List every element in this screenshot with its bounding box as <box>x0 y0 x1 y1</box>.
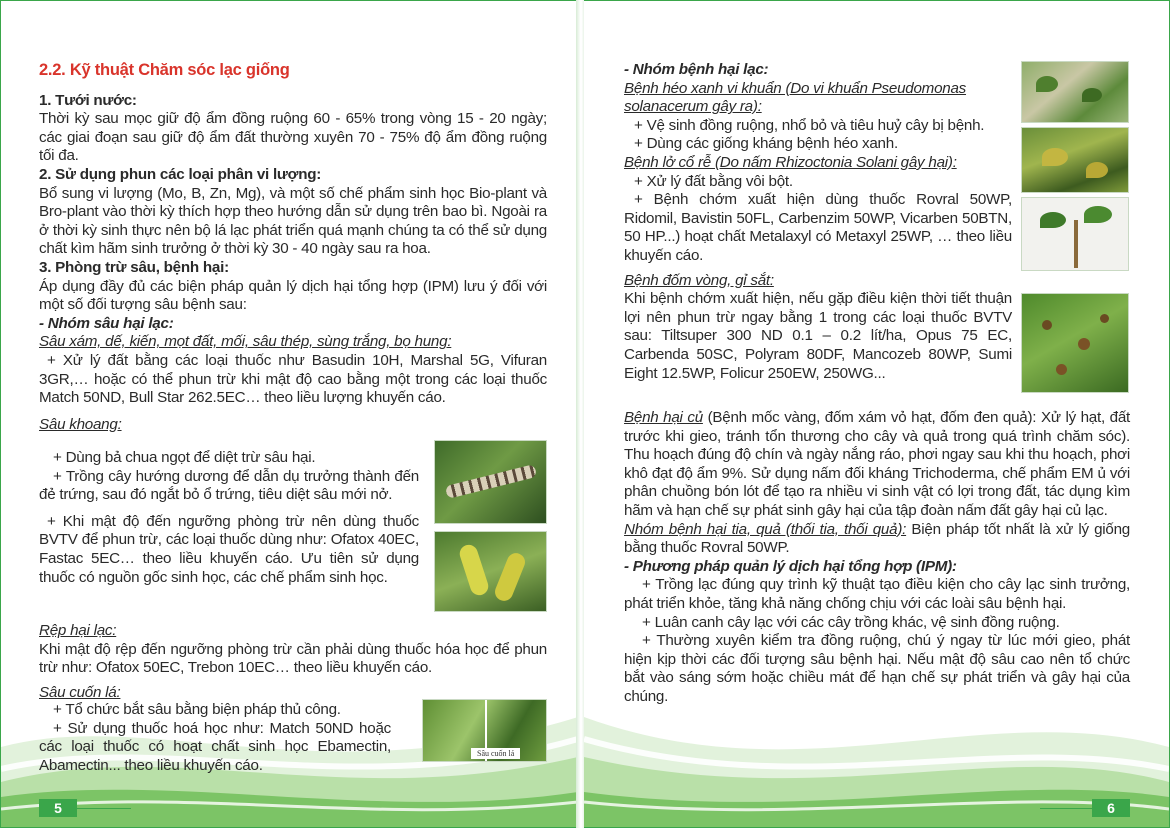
photo-root-rot <box>1021 197 1129 271</box>
pest2-title: Sâu khoang: <box>39 415 122 433</box>
disease2-bullet-1: + Xử lý đất bằng vôi bột. <box>634 172 793 190</box>
disease4-text: (Bệnh mốc vàng, đốm xám vỏ hạt, đốm đen quả): Xử lý hạt, đất trước khi gieo, tránh tổn thương cho cây và quả trong quá trình chăm sóc). Thu hoạch đúng độ chín và ngày nắng ráo, phơi ngay sau khi thu hoạch, phơi khô đạt độ ẩm 9%. Sử dụng nấm đối kháng Trichoderma, chế phẩm EM ủ với phân chuồng bón lót để tạo ra nhiều vi sinh vật có lợi trong đất, tác dụng kìm hãm và hạn chế sự phát sinh gây hại của tập đoàn nấm đất gây hại củ lạc. <box>624 409 1130 519</box>
pests1-text: + Xử lý đất bằng các loại thuốc như Basudin 10H, Marshal 5G, Vifuran 3GR,… hoặc có thể phun trừ khi mật độ cao bằng một trong các loại thuốc Match 50ND, Bull Star 262.5EC… theo liều lượng khuyến cáo. <box>39 351 547 407</box>
right-text-bottom <box>624 409 1130 707</box>
photo-armyworm-1 <box>434 440 547 524</box>
photo-armyworm-2 <box>434 531 547 612</box>
pest4-bullet-1: + Tổ chức bắt sâu bằng biện pháp thủ công. <box>53 701 341 718</box>
heading-ipm: - Phương pháp quản lý dịch hại tổng hợp (IPM): <box>624 557 957 575</box>
disease3-title: Bệnh đốm vòng, gỉ sắt: <box>624 271 774 289</box>
pest4-title: Sâu cuốn lá: <box>39 683 121 701</box>
pests1-title: Sâu xám, dế, kiến, mọt đất, mối, sâu thép, sùng trắng, bọ hung: <box>39 333 452 351</box>
ipm-bullet-3: + Thường xuyên kiểm tra đồng ruộng, chú ý ngay từ lúc mới gieo, phát hiện kịp thời các đối tượng sâu bệnh hại. Nếu mật độ sâu cao nên tổ chức bắt vào sáng sớm hoặc chiều mát để hạn chế sự phát triển và gây hại của chúng. <box>624 632 1130 705</box>
page-number-line <box>1040 808 1092 809</box>
left-text-leafroller <box>39 701 391 775</box>
page-right <box>584 0 1170 828</box>
text-micronutrients: Bổ sung vi lượng (Mo, B, Zn, Mg), và một số chế phẩm sinh học Bio-plant và Bro-plant vào thời kỳ thích hợp theo hướng dẫn sử dụng trên bao bì. Ngoài ra ở thời kỳ sinh thực nên bộ lá lạc phát triển quá mạnh chúng ta có thể sử dụng chất kìm hãm sinh trưởng ở thời kỳ 30 - 40 ngày sau ra hoa. <box>39 184 547 258</box>
heading-disease-group: - Nhóm bệnh hại lạc: <box>624 61 769 78</box>
photo-caption: Sâu cuốn lá <box>471 748 520 759</box>
disease5-text: Biện pháp tốt nhất là xử lý giống bằng thuốc Rovral 50WP. <box>624 520 1130 557</box>
heading-pest-control: 3. Phòng trừ sâu, bệnh hại: <box>39 258 229 276</box>
disease4-paragraph <box>624 409 1130 521</box>
disease1-bullet-2: + Dùng các giống kháng bệnh héo xanh. <box>634 135 898 153</box>
text-pest-control: Áp dụng đầy đủ các biện pháp quản lý dịch hại tổng hợp (IPM) lưu ý đối với một số đối tượng sâu bệnh sau: <box>39 277 547 314</box>
ipm-bullet-2: + Luân canh cây lạc với các cây trồng khác, vệ sinh đồng ruộng. <box>642 613 1060 631</box>
pest2-bullet-2: + Trồng cây hướng dương để dẫn dụ trưởng thành đến đẻ trứng, sau đó ngắt bỏ ổ trứng, tiêu diệt sâu mới nở. <box>39 467 419 504</box>
disease1-bullet-1: + Vệ sinh đồng ruộng, nhổ bỏ và tiêu huỷ cây bị bệnh. <box>634 116 985 134</box>
heading-micronutrients: 2. Sử dụng phun các loại phân vi lượng: <box>39 165 322 183</box>
text-watering: Thời kỳ sau mọc giữ độ ẩm đồng ruộng 60 - 65% trong vòng 15 - 20 ngày; các giai đoạn sau giữ độ ẩm đất thường xuyên 70 - 75% độ ẩm đồng ruộng tối đa. <box>39 110 547 165</box>
right-text-top <box>624 61 1012 383</box>
disease1-title: Bệnh héo xanh vi khuẩn (Do vi khuẩn Pseudomonas solanacerum gây ra): <box>624 79 967 116</box>
pest3-text: Khi mật độ rệp đến ngưỡng phòng trừ cần phải dùng thuốc hóa học để phun trừ như: Ofatox 50EC, Trebon 10EC… theo liều khuyến cáo. <box>39 640 547 677</box>
left-text-armyworm <box>39 449 419 587</box>
disease5-paragraph <box>624 521 1130 558</box>
page-number-right: 6 <box>1092 799 1130 817</box>
disease5-title: Nhóm bệnh hại tia, quả (thối tia, thối quả): <box>624 520 907 538</box>
heading-pest-group: - Nhóm sâu hại lạc: <box>39 314 174 332</box>
ipm-bullet-1: + Trồng lạc đúng quy trình kỹ thuật tạo điều kiện cho cây lạc sinh trưởng, phát triển khỏe, tăng khả năng chống chịu với các loài sâu bệnh hại. <box>624 576 1130 612</box>
disease2-bullet-2: + Bệnh chớm xuất hiện dùng thuốc Rovral 50WP, Ridomil, Bavistin 50FL, Carbenzim 50WP, Vicarben 50BTN, 50 HP...) hoạt chất Metalaxyl có Metaxyl 25WP, … theo liều khuyến cáo. <box>624 191 1012 264</box>
pest2-bullet-3: + Khi mật độ đến ngưỡng phòng trừ nên dùng thuốc BVTV để phun trừ, các loại thuốc dùng như: Ofatox 40EC, Fastac 5EC… theo liều khuyến cáo. Ưu tiên sử dụng thuốc có nguồn gốc sinh học, các chế phẩm sinh học. <box>39 512 419 586</box>
heading-watering: 1. Tưới nước: <box>39 91 137 109</box>
left-text-top <box>39 61 547 434</box>
left-text-aphid <box>39 622 547 702</box>
disease2-title: Bệnh lở cổ rễ (Do nấm Rhizoctonia Solani gây hại): <box>624 153 957 171</box>
section-title: 2.2. Kỹ thuật Chăm sóc lạc giống <box>39 61 290 79</box>
photo-wilt-plants <box>1021 61 1129 123</box>
photo-leaf-spot <box>1021 293 1129 393</box>
page-number-line <box>77 808 131 809</box>
photo-leafroller <box>422 699 547 762</box>
pest2-bullet-1: + Dùng bả chua ngọt để diệt trừ sâu hại. <box>53 449 316 466</box>
pest3-title: Rệp hại lạc: <box>39 622 117 639</box>
page-number-left: 5 <box>39 799 77 817</box>
disease3-text: Khi bệnh chớm xuất hiện, nếu gặp điều kiện thời tiết thuận lợi nên phun trừ ngay bằng 1 trong các loại thuốc BVTV sau: Tiltsuper 300 ND 0.1 – 0.2 lít/ha, Opus 75 EC, Carbenda 50SC, Polyram 80DF, Mancozeb 80WP, Sumi Eight 12.5WP, Folicur 250EW, 250WG... <box>624 290 1012 382</box>
disease4-title: Bệnh hại củ <box>624 409 703 426</box>
photo-wilt-field <box>1021 127 1129 193</box>
page-left <box>0 0 578 828</box>
pest4-bullet-2: + Sử dụng thuốc hoá học như: Match 50ND hoặc các loại thuốc có hoạt chất sinh học Ebamectin, Abamectin... theo liều khuyến cáo. <box>39 719 391 774</box>
